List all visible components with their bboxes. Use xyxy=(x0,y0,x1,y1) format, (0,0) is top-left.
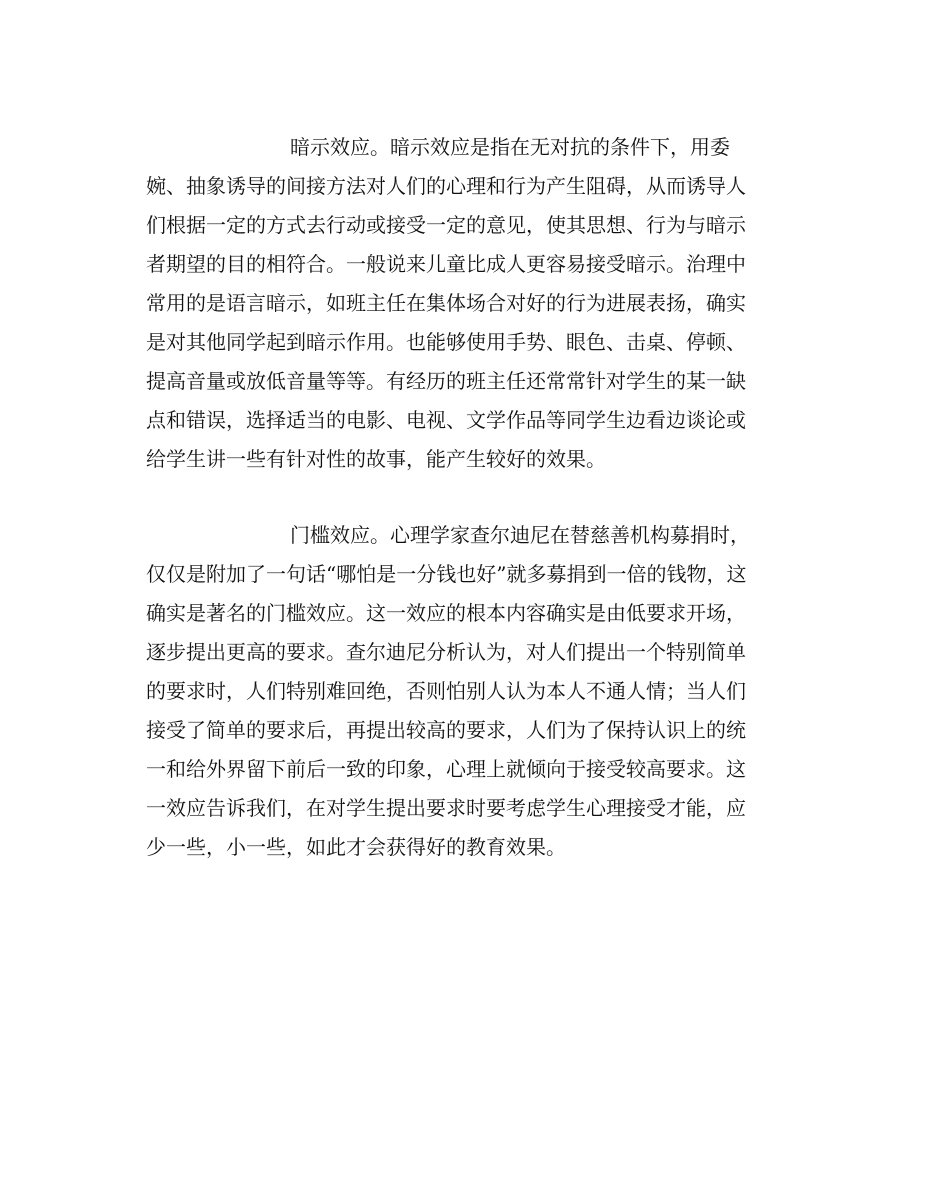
paragraph-line: 婉、抽象诱导的间接方法对人们的心理和行为产生阻碍，从而诱导人 xyxy=(146,174,746,198)
paragraph-line: 一和给外界留下前后一致的印象，心理上就倾向于接受较高要求。这 xyxy=(146,757,746,781)
paragraph-line: 仅仅是附加了一句话“哪怕是一分钱也好”就多募捐到一倍的钱物，这 xyxy=(146,562,747,586)
paragraph-line: 少一些，小一些，如此才会获得好的教育效果。 xyxy=(146,835,566,859)
paragraph-line: 者期望的目的相符合。一般说来儿童比成人更容易接受暗示。治理中 xyxy=(146,252,746,276)
paragraph-line: 点和错误，选择适当的电影、电视、文学作品等同学生边看边谈论或 xyxy=(146,408,746,432)
paragraph-line: 逐步提出更高的要求。查尔迪尼分析认为，对人们提出一个特别简单 xyxy=(146,640,746,664)
paragraph-line: 暗示效应。暗示效应是指在无对抗的条件下，用委 xyxy=(290,135,730,159)
paragraph-line: 一效应告诉我们，在对学生提出要求时要考虑学生心理接受才能，应 xyxy=(146,796,746,820)
document-body xyxy=(146,128,804,867)
paragraph-line: 提高音量或放低音量等等。有经历的班主任还常常针对学生的某一缺 xyxy=(146,369,746,393)
paragraph-line: 确实是著名的门槛效应。这一效应的根本内容确实是由低要求开场， xyxy=(146,601,746,625)
paragraph-line: 接受了简单的要求后，再提出较高的要求，人们为了保持认识上的统 xyxy=(146,718,746,742)
paragraph-suggestion-effect xyxy=(146,128,804,479)
paragraph-line: 们根据一定的方式去行动或接受一定的意见，使其思想、行为与暗示 xyxy=(146,213,746,237)
paragraph-line: 门槛效应。心理学家查尔迪尼在替慈善机构募捐时， xyxy=(290,523,750,547)
paragraph-threshold-effect xyxy=(146,516,804,867)
paragraph-line: 是对其他同学起到暗示作用。也能够使用手势、眼色、击桌、停顿、 xyxy=(146,330,746,354)
paragraph-line: 常用的是语言暗示，如班主任在集体场合对好的行为进展表扬，确实 xyxy=(146,291,746,315)
paragraph-line: 的要求时，人们特别难回绝，否则怕别人认为本人不通人情；当人们 xyxy=(146,679,746,703)
paragraph-line: 给学生讲一些有针对性的故事，能产生较好的效果。 xyxy=(146,447,606,471)
